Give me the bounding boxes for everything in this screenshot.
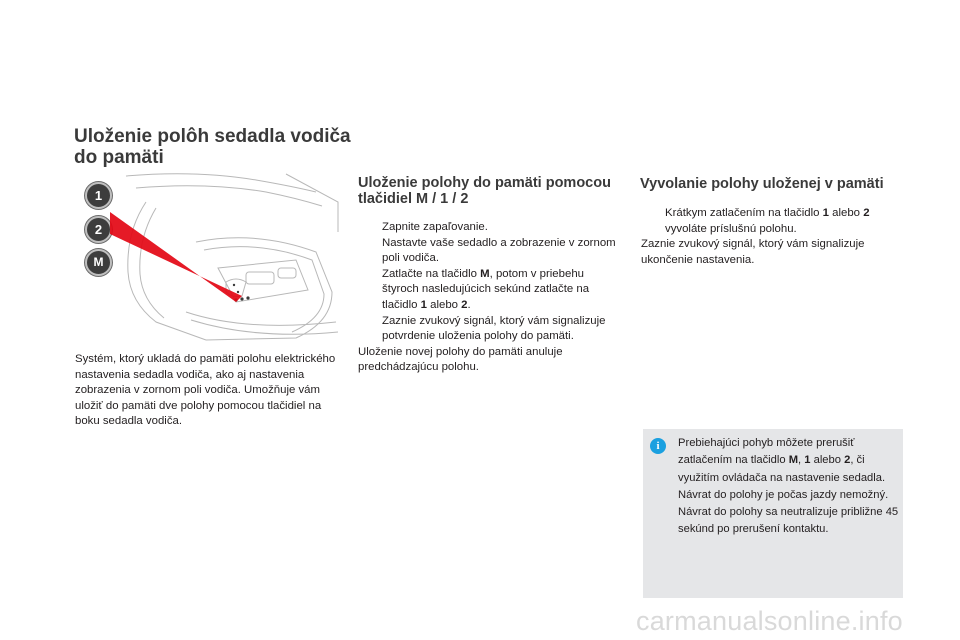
memory-button-1-icon: 1 bbox=[85, 182, 112, 209]
list-item bbox=[358, 267, 618, 314]
step-text: Zatlačte na tlačidlo M, potom v priebehu štyroch nasledujúcich sekúnd zatlačte na tlačidlo 1 alebo 2. bbox=[382, 267, 590, 311]
store-section-body bbox=[358, 220, 618, 376]
page-title: Uloženie polôh sedadla vodiča do pamäti bbox=[74, 126, 351, 168]
confirm-text: Zaznie zvukový signál, ktorý vám signalizuje potvrdenie uloženia polohy do pamäti. bbox=[382, 314, 606, 343]
step-text: Krátkym zatlačením na tlačidlo 1 alebo 2 vyvoláte príslušnú polohu. bbox=[665, 207, 870, 235]
driver-seat-icon bbox=[86, 172, 342, 344]
confirm-text: Zaznie zvukový signál, ktorý vám signalizuje ukončenie nastavenia. bbox=[641, 238, 865, 266]
step-text: Nastavte vaše sedadlo a zobrazenie v zornom poli vodiča. bbox=[382, 236, 616, 265]
list-item bbox=[358, 236, 618, 267]
recall-section-title: Vyvolanie polohy uloženej v pamäti bbox=[640, 176, 884, 192]
list-item bbox=[641, 206, 911, 237]
store-section-title: Uloženie polohy do pamäti pomocou tlačidiel M / 1 / 2 bbox=[358, 175, 611, 207]
list-item bbox=[358, 220, 618, 236]
step-text: Zapnite zapaľovanie. bbox=[382, 221, 488, 233]
recall-section-body bbox=[641, 206, 911, 268]
watermark: carmanualsonline.info bbox=[636, 606, 903, 636]
info-icon: i bbox=[650, 438, 666, 454]
memory-button-2-icon: 2 bbox=[85, 216, 112, 243]
intro-text: Systém, ktorý ukladá do pamäti polohu elektrického nastavenia sedadla vodiča, ako aj nastavenia zobrazenia v zornom poli vodiča. Umožňuje vám uložiť do pamäti dve polohy pomocou tlačidiel na boku sedadla vodiča. bbox=[75, 353, 336, 428]
info-box bbox=[643, 429, 903, 598]
note-text: Uloženie novej polohy do pamäti anuluje predchádzajúcu polohu. bbox=[358, 345, 563, 374]
memory-button-m-icon: M bbox=[85, 249, 112, 276]
info-text: Prebiehajúci pohyb môžete prerušiť zatlačením na tlačidlo M, 1 alebo 2, či využitím ovládača na nastavenie sedadla. Návrat do polohy je počas jazdy nemožný. Návrat do polohy sa neutralizuje približne 45 sekúnd po prerušení kontaktu. bbox=[678, 437, 899, 536]
